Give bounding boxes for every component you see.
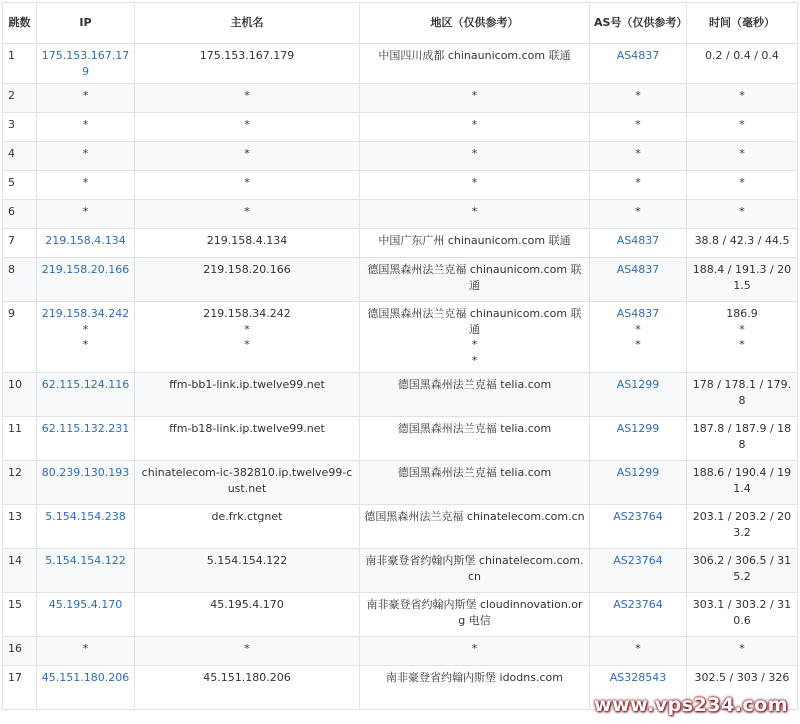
- region-text: *: [471, 338, 478, 351]
- hostname-cell: [135, 461, 360, 505]
- hostname-text: *: [244, 322, 250, 336]
- as-cell: [590, 549, 687, 593]
- region-text: 南非豪登省约翰内斯堡 chinatelecom.com.cn: [365, 554, 584, 583]
- ip-cell: [37, 44, 135, 84]
- hostname-cell: [135, 637, 360, 666]
- hostname-text: 175.153.167.179: [199, 49, 295, 62]
- time-cell: [687, 113, 798, 142]
- region-cell: [360, 200, 590, 229]
- time-text: 38.8 / 42.3 / 44.5: [694, 234, 790, 247]
- as-link[interactable]: AS1299: [616, 422, 660, 435]
- ip-link[interactable]: 5.154.154.122: [45, 554, 126, 567]
- header-hostname: 主机名: [135, 3, 360, 44]
- ip-cell: [37, 200, 135, 229]
- hostname-cell: [135, 417, 360, 461]
- as-cell: [590, 302, 687, 373]
- as-cell: [590, 171, 687, 200]
- time-cell: [687, 593, 798, 637]
- as-cell: [590, 637, 687, 666]
- ip-link[interactable]: 219.158.34.242: [41, 307, 130, 320]
- time-text: 178 / 178.1 / 179.8: [692, 378, 792, 407]
- time-text: *: [739, 642, 745, 655]
- header-hop: 跳数: [3, 3, 37, 44]
- ip-cell: [37, 373, 135, 417]
- table-row: [3, 84, 798, 113]
- hostname-cell: [135, 549, 360, 593]
- ip-cell: [37, 505, 135, 549]
- table-row: [3, 171, 798, 200]
- time-text: *: [739, 176, 745, 189]
- region-text: 德国黑森州法兰克福 telia.com: [397, 378, 552, 391]
- ip-cell: [37, 171, 135, 200]
- region-cell: [360, 593, 590, 637]
- region-text: *: [471, 205, 478, 218]
- time-cell: [687, 44, 798, 84]
- table-row: [3, 258, 798, 302]
- ip-link[interactable]: 219.158.20.166: [41, 263, 130, 276]
- hostname-text: chinatelecom-ic-382810.ip.twelve99-cust.net: [141, 466, 353, 495]
- watermark: www.vps234.com: [594, 694, 788, 716]
- time-cell: [687, 417, 798, 461]
- hop-cell: 2: [3, 84, 37, 113]
- ip-cell: [37, 637, 135, 666]
- region-text: 中国四川成都 chinaunicom.com 联通: [378, 49, 571, 62]
- hostname-cell: [135, 258, 360, 302]
- time-text: *: [739, 89, 745, 102]
- table-row: [3, 142, 798, 171]
- time-cell: [687, 461, 798, 505]
- hop-cell: 13: [3, 505, 37, 549]
- region-text: *: [471, 353, 478, 367]
- hostname-cell: [135, 171, 360, 200]
- as-link[interactable]: AS4837: [616, 307, 660, 320]
- table-row: [3, 549, 798, 593]
- time-cell: [687, 229, 798, 258]
- ip-cell: [37, 461, 135, 505]
- hop-cell: 4: [3, 142, 37, 171]
- table-row: [3, 637, 798, 666]
- time-text: *: [739, 338, 745, 351]
- as-cell: [590, 44, 687, 84]
- region-text: 德国黑森州法兰克福 telia.com: [397, 422, 552, 435]
- hop-cell: 5: [3, 171, 37, 200]
- hostname-cell: [135, 302, 360, 373]
- ip-link[interactable]: 62.115.132.231: [41, 422, 130, 435]
- time-text: 188.4 / 191.3 / 201.5: [692, 263, 792, 292]
- ip-cell: [37, 666, 135, 710]
- region-text: 德国黑森州法兰克福 chinatelecom.com.cn: [364, 510, 585, 523]
- time-text: *: [739, 205, 745, 218]
- table-row: [3, 302, 798, 373]
- hostname-text: 5.154.154.122: [206, 554, 288, 567]
- as-link[interactable]: AS1299: [616, 378, 660, 391]
- hop-cell: 10: [3, 373, 37, 417]
- ip-text: *: [82, 322, 89, 336]
- ip-cell: [37, 84, 135, 113]
- as-link[interactable]: AS23764: [613, 598, 663, 611]
- hostname-text: 219.158.34.242: [203, 307, 291, 320]
- time-cell: [687, 373, 798, 417]
- ip-text: *: [82, 338, 89, 351]
- hostname-text: de.frk.ctgnet: [211, 510, 283, 523]
- as-cell: [590, 200, 687, 229]
- hostname-text: ffm-b18-link.ip.twelve99.net: [169, 422, 325, 435]
- table-row: [3, 417, 798, 461]
- time-cell: [687, 258, 798, 302]
- hostname-text: 45.151.180.206: [203, 671, 291, 684]
- time-cell: [687, 302, 798, 373]
- as-cell: [590, 593, 687, 637]
- hostname-cell: [135, 373, 360, 417]
- table-row: [3, 505, 798, 549]
- hop-cell: 1: [3, 44, 37, 84]
- time-text: 186.9: [726, 307, 758, 320]
- table-row: [3, 373, 798, 417]
- region-text: 南非豪登省约翰内斯堡 cloudinnovation.org 电信: [366, 598, 583, 627]
- region-text: 德国黑森州法兰克福 chinaunicom.com 联通: [367, 307, 582, 336]
- time-cell: [687, 200, 798, 229]
- time-text: 0.2 / 0.4 / 0.4: [705, 49, 779, 62]
- header-time: 时间（毫秒）: [687, 3, 798, 44]
- time-text: 303.1 / 303.2 / 310.6: [692, 598, 792, 627]
- hop-cell: 16: [3, 637, 37, 666]
- as-link[interactable]: AS4837: [616, 263, 660, 276]
- time-cell: [687, 142, 798, 171]
- as-cell: [590, 505, 687, 549]
- hostname-cell: [135, 229, 360, 258]
- ip-cell: [37, 417, 135, 461]
- region-cell: [360, 505, 590, 549]
- hop-cell: 3: [3, 113, 37, 142]
- hostname-cell: [135, 84, 360, 113]
- header-region: 地区（仅供参考）: [360, 3, 590, 44]
- hop-cell: 12: [3, 461, 37, 505]
- hop-cell: 17: [3, 666, 37, 710]
- region-cell: [360, 417, 590, 461]
- as-text: *: [635, 147, 641, 160]
- ip-text: *: [82, 89, 89, 102]
- as-cell: [590, 84, 687, 113]
- table-header-row: [3, 3, 798, 44]
- time-cell: [687, 549, 798, 593]
- as-link[interactable]: AS4837: [616, 234, 660, 247]
- time-text: *: [739, 118, 745, 131]
- ip-link[interactable]: 45.195.4.170: [48, 598, 123, 611]
- hostname-cell: [135, 44, 360, 84]
- as-link[interactable]: AS4837: [616, 49, 660, 62]
- ip-cell: [37, 113, 135, 142]
- table-row: [3, 593, 798, 637]
- time-cell: [687, 171, 798, 200]
- ip-text: *: [82, 118, 89, 131]
- ip-text: *: [82, 176, 89, 189]
- time-cell: [687, 84, 798, 113]
- as-text: *: [635, 118, 641, 131]
- hop-cell: 9: [3, 302, 37, 373]
- region-text: 德国黑森州法兰克福 chinaunicom.com 联通: [367, 263, 582, 292]
- ip-link[interactable]: 5.154.154.238: [45, 510, 126, 523]
- hop-cell: 14: [3, 549, 37, 593]
- hostname-text: *: [244, 338, 250, 351]
- ip-cell: [37, 593, 135, 637]
- hostname-text: *: [244, 205, 250, 218]
- hostname-cell: [135, 505, 360, 549]
- hostname-text: *: [244, 147, 250, 160]
- region-text: *: [471, 118, 478, 131]
- region-cell: [360, 229, 590, 258]
- ip-link[interactable]: 175.153.167.179: [41, 49, 130, 78]
- table-row: [3, 229, 798, 258]
- hostname-text: 219.158.4.134: [206, 234, 288, 247]
- hostname-text: *: [244, 118, 250, 131]
- table-row: [3, 44, 798, 84]
- hostname-cell: [135, 113, 360, 142]
- as-text: *: [635, 89, 641, 102]
- time-text: 188.6 / 190.4 / 191.4: [692, 466, 792, 495]
- region-cell: [360, 84, 590, 113]
- hostname-cell: [135, 666, 360, 710]
- as-text: *: [635, 205, 641, 218]
- hostname-text: *: [244, 176, 250, 189]
- as-text: *: [635, 338, 641, 351]
- hop-cell: 11: [3, 417, 37, 461]
- as-text: *: [635, 322, 641, 336]
- hostname-text: *: [244, 642, 250, 655]
- as-cell: [590, 373, 687, 417]
- time-text: *: [739, 147, 745, 160]
- hop-cell: 8: [3, 258, 37, 302]
- hostname-text: 45.195.4.170: [210, 598, 284, 611]
- ip-text: *: [82, 205, 89, 218]
- hop-cell: 6: [3, 200, 37, 229]
- table-body: [3, 44, 798, 710]
- region-cell: [360, 461, 590, 505]
- region-cell: [360, 373, 590, 417]
- ip-text: *: [82, 642, 89, 655]
- region-text: 南非豪登省约翰内斯堡 idodns.com: [386, 671, 563, 684]
- as-link[interactable]: AS23764: [613, 510, 663, 523]
- region-cell: [360, 666, 590, 710]
- ip-link[interactable]: 45.151.180.206: [41, 671, 130, 684]
- as-cell: [590, 417, 687, 461]
- region-text: *: [471, 176, 478, 189]
- as-cell: [590, 142, 687, 171]
- ip-text: *: [82, 147, 89, 160]
- ip-link[interactable]: 80.239.130.193: [41, 466, 130, 479]
- region-cell: [360, 258, 590, 302]
- region-cell: [360, 171, 590, 200]
- region-cell: [360, 637, 590, 666]
- region-cell: [360, 113, 590, 142]
- table-row: [3, 461, 798, 505]
- time-cell: [687, 637, 798, 666]
- hop-cell: 15: [3, 593, 37, 637]
- table-row: [3, 113, 798, 142]
- as-link[interactable]: AS1299: [616, 466, 660, 479]
- hop-cell: 7: [3, 229, 37, 258]
- region-cell: [360, 44, 590, 84]
- time-text: *: [739, 322, 745, 336]
- region-cell: [360, 549, 590, 593]
- hostname-cell: [135, 200, 360, 229]
- time-text: 306.2 / 306.5 / 315.2: [692, 554, 792, 583]
- hostname-text: 219.158.20.166: [203, 263, 291, 276]
- hostname-text: ffm-bb1-link.ip.twelve99.net: [169, 378, 325, 391]
- ip-cell: [37, 258, 135, 302]
- region-text: *: [471, 89, 478, 102]
- hostname-cell: [135, 142, 360, 171]
- as-cell: [590, 258, 687, 302]
- as-text: *: [635, 642, 641, 655]
- table-row: [3, 200, 798, 229]
- ip-link[interactable]: 62.115.124.116: [41, 378, 130, 391]
- header-ip: IP: [37, 3, 135, 44]
- region-cell: [360, 142, 590, 171]
- as-cell: [590, 113, 687, 142]
- traceroute-table: [2, 2, 798, 710]
- ip-cell: [37, 142, 135, 171]
- hostname-cell: [135, 593, 360, 637]
- time-cell: [687, 505, 798, 549]
- as-link[interactable]: AS23764: [613, 554, 663, 567]
- region-text: 德国黑森州法兰克福 telia.com: [397, 466, 552, 479]
- region-cell: [360, 302, 590, 373]
- region-text: *: [471, 642, 478, 655]
- region-text: 中国广东广州 chinaunicom.com 联通: [378, 234, 571, 247]
- time-text: 302.5 / 303 / 326: [694, 671, 790, 684]
- region-text: *: [471, 147, 478, 160]
- ip-cell: [37, 229, 135, 258]
- time-text: 187.8 / 187.9 / 188: [692, 422, 792, 451]
- as-text: *: [635, 176, 641, 189]
- as-cell: [590, 229, 687, 258]
- ip-cell: [37, 549, 135, 593]
- hostname-text: *: [244, 89, 250, 102]
- time-text: 203.1 / 203.2 / 203.2: [692, 510, 792, 539]
- as-cell: [590, 461, 687, 505]
- ip-cell: [37, 302, 135, 373]
- header-as: AS号（仅供参考）: [590, 3, 687, 44]
- ip-link[interactable]: 219.158.4.134: [45, 234, 126, 247]
- as-link[interactable]: AS328543: [609, 671, 667, 684]
